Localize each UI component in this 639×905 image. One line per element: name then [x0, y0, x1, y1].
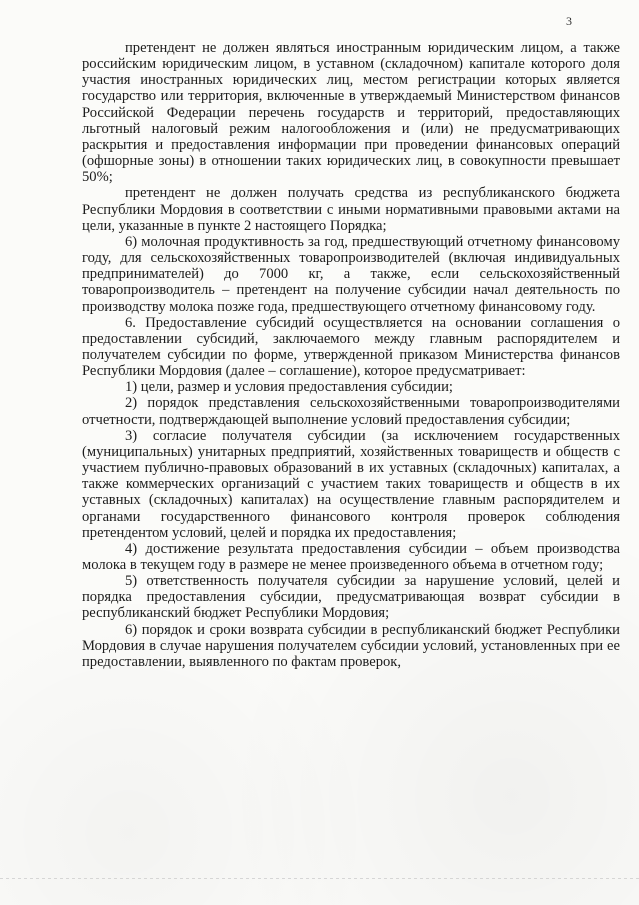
paragraph-item-return-order: 6) порядок и сроки возврата субсидии в республиканский бюджет Республики Мордовия в случае нарушения получателем субсидии условий, установленных при ее предоставлении, выявленного по фактам проверок, [82, 621, 620, 670]
paragraph-budget-funds-requirement: претендент не должен получать средства из республиканского бюджета Республики Мордовия в соответствии с иными нормативными правовыми актами на цели, указанные в пункте 2 настоящего Порядка; [82, 185, 620, 234]
page-bottom-rule [0, 878, 639, 879]
paragraph-milk-productivity: 6) молочная продуктивность за год, предшествующий отчетному финансовому году, для сельскохозяйственных товаропроизводителей (включая индивидуальных предпринимателей) до 7000 кг, а также, если сельскохозяйственный товаропроизводитель – претендент на получение субсидии начал деятельность по производству молока позже года, предшествующего отчетному финансовому году. [82, 233, 620, 315]
paragraph-item-result: 4) достижение результата предоставления субсидии – объем производства молока в текущем году в размере не менее произведенного объема в отчетном году; [82, 540, 620, 573]
page-number: 3 [566, 14, 572, 28]
paragraph-item-consent: 3) согласие получателя субсидии (за исключением государственных (муниципальных) унитарных предприятий, хозяйственных товариществ и обществ с участием публично-правовых образований в их уставных (складочных) капиталах, а также коммерческих организаций с участием таких товариществ и обществ в их уставных (складочных) капиталах) на осуществление главным распорядителем и органами государственного финансового контроля проверок соблюдения претендентом условий, целей и порядка их предоставления; [82, 427, 620, 541]
paragraph-item-reporting: 2) порядок представления сельскохозяйственными товаропроизводителями отчетности, подтверждающей выполнение условий предоставления субсидии; [82, 395, 620, 428]
paragraph-offshore-requirement: претендент не должен являться иностранным юридическим лицом, а также российским юридическим лицом, в уставном (складочном) капитале которого доля участия иностранных юридических лиц, местом регистрации которых является государство или территория, включенные в утверждаемый Министерством финансов Российской Федерации перечень государств и территорий, предоставляющих льготный налоговый режим налогообложения и (или) не предусматривающих раскрытия и предоставления информации при проведении финансовых операций (офшорные зоны) в отношении таких юридических лиц, в совокупности превышает 50%; [82, 40, 620, 186]
paragraph-item-goals: 1) цели, размер и условия предоставления субсидии; [125, 379, 453, 396]
document-body [82, 40, 620, 670]
paragraph-agreement-basis: 6. Предоставление субсидий осуществляется на основании соглашения о предоставлении субсидий, заключаемого между главным распорядителем и получателем субсидии по форме, утвержденной приказом Министерства финансов Республики Мордовия (далее – соглашение), которое предусматривает: [82, 314, 620, 380]
paragraph-item-responsibility: 5) ответственность получателя субсидии за нарушение условий, целей и порядка предоставления субсидии, предусматривающая возврат субсидии в республиканский бюджет Республики Мордовия; [82, 573, 620, 622]
